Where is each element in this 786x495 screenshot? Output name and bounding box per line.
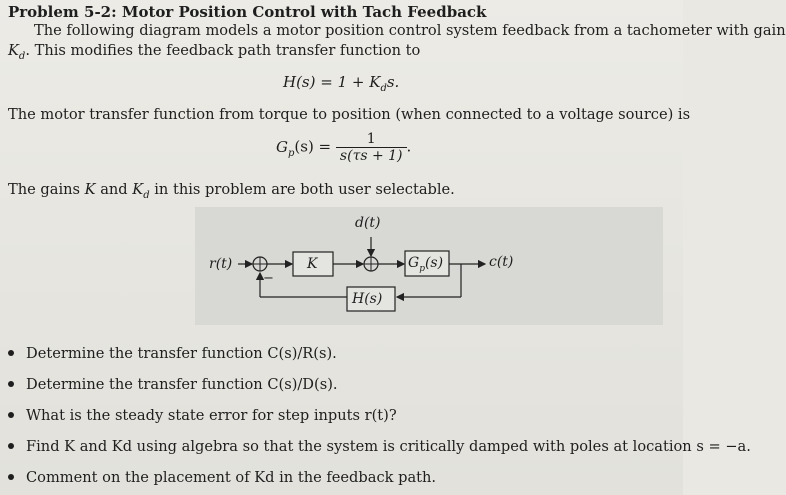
list-item bbox=[8, 438, 751, 455]
plant-tail: (s) bbox=[424, 255, 444, 271]
gains-mid: and bbox=[95, 181, 133, 198]
input-label bbox=[209, 256, 232, 272]
bullet-text: Comment on the placement of Kd in the feedback path. bbox=[26, 469, 437, 486]
disturbance-label bbox=[355, 215, 381, 231]
intro-line-2-text: . This modifies the feedback path transfer function to bbox=[25, 42, 421, 59]
eq1-text: H(s) = 1 + K bbox=[283, 73, 381, 91]
bullet-text: Determine the transfer function C(s)/D(s). bbox=[26, 376, 338, 393]
eq2-lhs-tail: (s) = bbox=[294, 137, 332, 156]
bullet-text: Determine the transfer function C(s)/R(s). bbox=[26, 345, 337, 362]
eq2-end: . bbox=[406, 137, 412, 156]
plant-fraction bbox=[336, 131, 407, 164]
bullet-icon bbox=[8, 412, 14, 418]
gains-post: in this problem are both user selectable. bbox=[149, 181, 455, 198]
bullet-text: Find K and Kd using algebra so that the system is critically damped with poles at location s = −a. bbox=[26, 438, 751, 455]
bullet-icon bbox=[8, 474, 14, 480]
gain-text: K bbox=[307, 256, 318, 272]
list-item bbox=[8, 376, 338, 393]
eq2-den-text: s(τs + 1) bbox=[339, 148, 403, 164]
minus-sign: − bbox=[263, 271, 274, 286]
gains-k: K bbox=[84, 181, 96, 198]
bullet-text: What is the steady state error for step inputs r(t)? bbox=[26, 407, 397, 424]
feedback-text: H(s) bbox=[352, 291, 383, 307]
eq2-denominator bbox=[336, 148, 407, 164]
list-item bbox=[8, 469, 436, 486]
intro-line-2: $K_d$. This modifies the feedback path transfer function to bbox=[8, 42, 421, 62]
list-item bbox=[8, 345, 337, 362]
bullet-icon bbox=[8, 443, 14, 449]
gain-label bbox=[307, 256, 317, 272]
eq2-numerator: 1 bbox=[336, 131, 407, 148]
motor-line: The motor transfer function from torque to position (when connected to a voltage source) is bbox=[8, 106, 691, 123]
gains-line: The gains K and $K_d$ in this problem are both user selectable. bbox=[8, 181, 455, 201]
output-label bbox=[489, 254, 513, 270]
feedback-equation: $H(s) = 1 + K_ds$. bbox=[283, 73, 400, 94]
block-diagram bbox=[195, 207, 663, 325]
gains-pre: The gains bbox=[8, 181, 85, 198]
eq2-lhs: G bbox=[276, 137, 288, 156]
eq1-tail: s. bbox=[386, 73, 400, 91]
feedback-label bbox=[352, 291, 382, 307]
plant-equation: $G_p(s)$ = $\frac{1}{s(\tau s + 1)}$ . bbox=[276, 131, 412, 164]
input-text: r(t) bbox=[209, 256, 233, 272]
plant-g: G bbox=[408, 255, 420, 271]
output-text: c(t) bbox=[489, 254, 514, 270]
plant-label: $G_p(s)$ bbox=[408, 255, 444, 274]
problem-title: Problem 5-2: Motor Position Control with Tach Feedback bbox=[8, 3, 487, 21]
disturbance-text: d(t) bbox=[355, 215, 381, 231]
bullet-icon bbox=[8, 381, 14, 387]
intro-line-1: The following diagram models a motor position control system feedback from a tachometer with gain bbox=[34, 22, 786, 39]
bullet-icon bbox=[8, 350, 14, 356]
list-item bbox=[8, 407, 397, 424]
